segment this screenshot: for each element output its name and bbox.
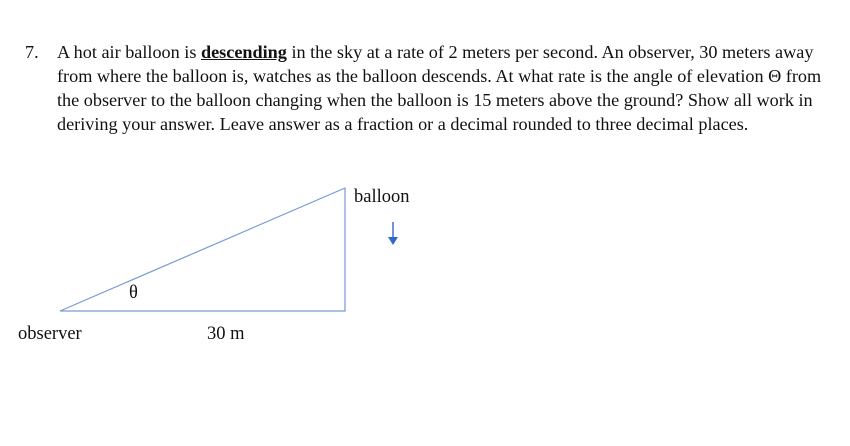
problem-text-before: A hot air balloon is	[57, 42, 201, 62]
angle-label: θ	[129, 283, 138, 303]
balloon-label: balloon	[354, 187, 410, 207]
problem-text-after: in the sky at a rate of 2 meters per second. An observer, 30 meters away from where the balloon is, watches as the balloon descends. At what rate is the angle of elevation Θ from the observer to the balloon changing when the balloon is 15 meters above the ground? Show all work in deriving your answer. Leave answer as a fraction or a decimal rounded to three decimal places.	[57, 42, 822, 134]
problem-emphasis: descending	[200, 42, 287, 62]
observer-label: observer	[18, 324, 82, 344]
right-triangle	[60, 188, 345, 311]
problem-number: 7.	[25, 42, 39, 62]
base-length-label: 30 m	[207, 324, 245, 344]
down-arrow-head	[388, 237, 398, 245]
